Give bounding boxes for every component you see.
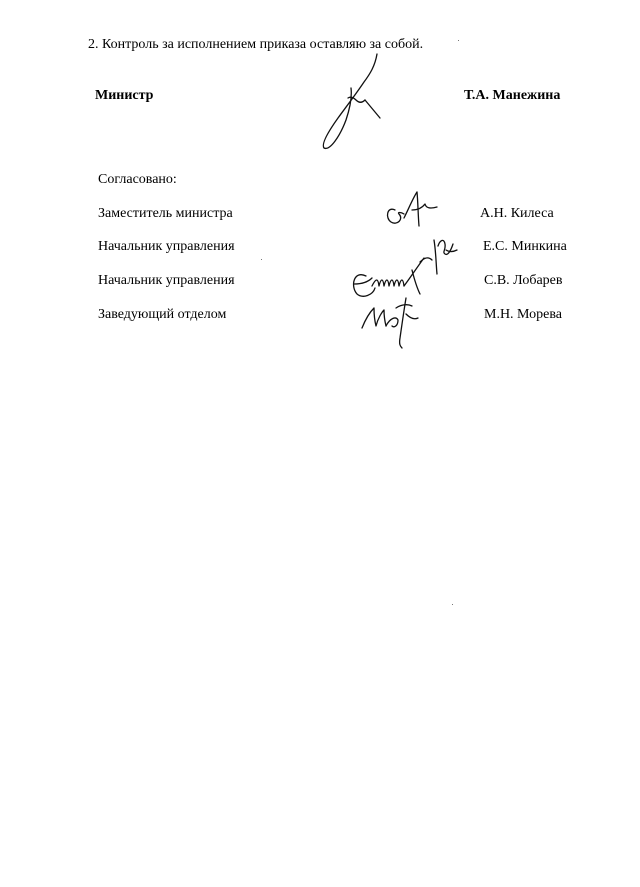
approval-row-1-name: А.Н. Килеса	[480, 206, 554, 221]
minister-signature	[318, 52, 388, 154]
order-clause-2: 2. Контроль за исполнением приказа оставляю за собой.	[88, 37, 424, 52]
approval-row-3-name: С.В. Лобарев	[484, 273, 563, 288]
signatory-name: Т.А. Манежина	[464, 88, 561, 103]
scan-speck	[452, 604, 453, 605]
scan-speck	[261, 259, 262, 260]
approval-row-4-position: Заведующий отделом	[98, 307, 227, 322]
scan-speck	[458, 40, 459, 41]
signatory-position: Министр	[95, 88, 154, 103]
approval-row-2-name: Е.С. Минкина	[483, 239, 567, 254]
approval-row-4-name: М.Н. Морева	[484, 307, 563, 322]
department-head-signature	[358, 288, 422, 350]
approval-row-3-position: Начальник управления	[98, 273, 235, 288]
approval-heading: Согласовано:	[98, 172, 177, 187]
approval-row-1-position: Заместитель министра	[98, 206, 233, 221]
approval-row-2-position: Начальник управления	[98, 239, 235, 254]
deputy-minister-signature	[382, 186, 442, 230]
